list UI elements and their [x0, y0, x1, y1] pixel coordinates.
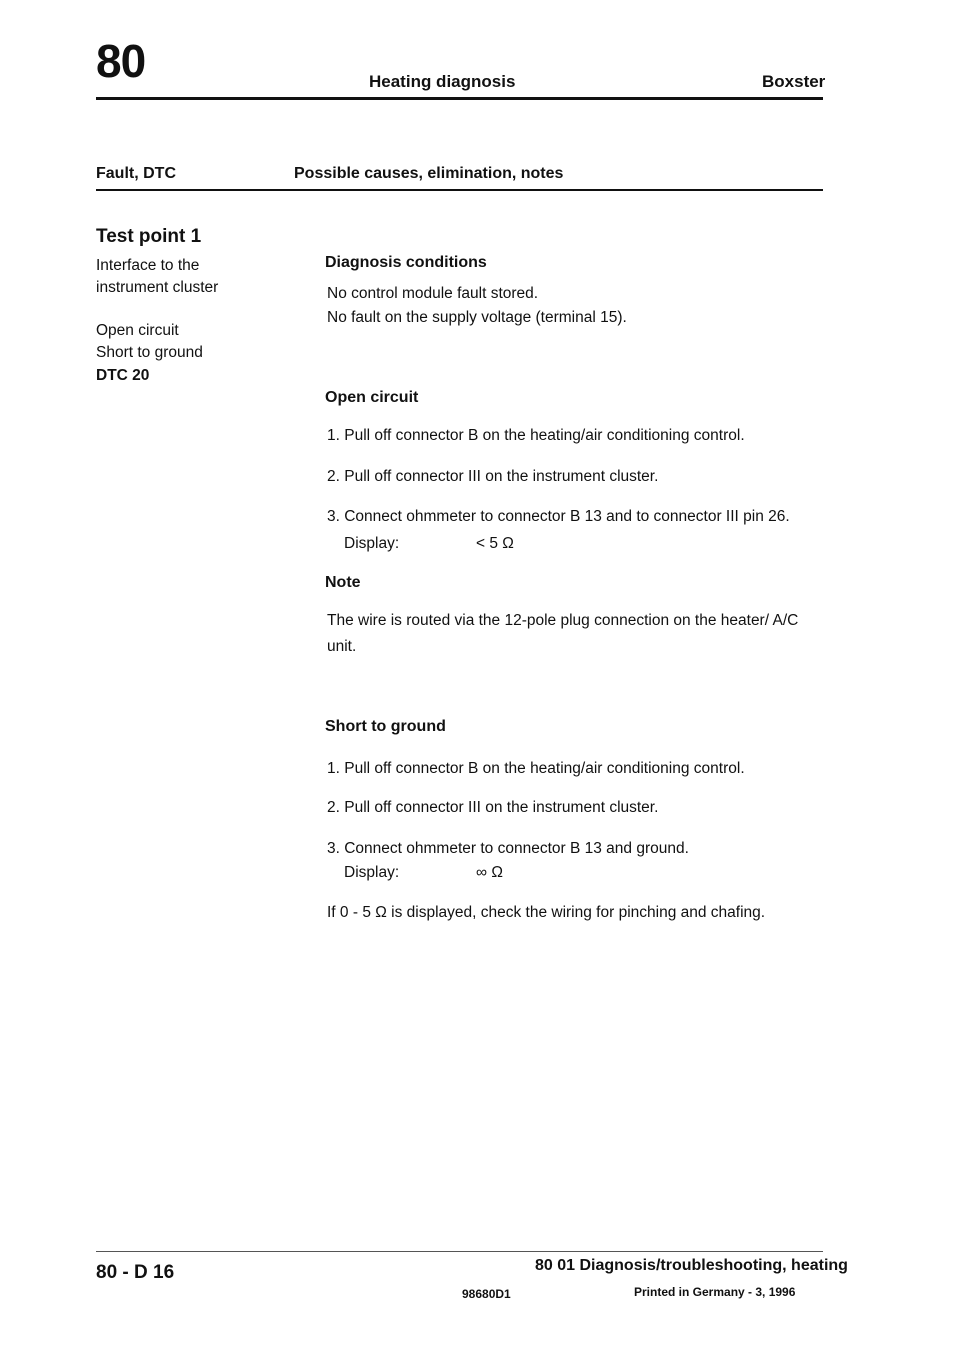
footer-section-title: 80 01 Diagnosis/troubleshooting, heating	[535, 1257, 848, 1274]
display-label: Display:	[344, 864, 400, 881]
open-circuit-step: 2. Pull off connector III on the instrument cluster.	[327, 468, 659, 485]
column-heading-fault: Fault, DTC	[96, 165, 176, 182]
short-to-ground-step: 1. Pull off connector B on the heating/air conditioning control.	[327, 760, 745, 777]
page-title: Heating diagnosis	[369, 72, 516, 91]
diagnosis-conditions-heading: Diagnosis conditions	[325, 254, 487, 271]
note-line: unit.	[327, 638, 357, 655]
fault-line: Open circuit	[96, 322, 179, 339]
footer-rule	[96, 1251, 823, 1252]
short-to-ground-step: 3. Connect ohmmeter to connector B 13 and ground.	[327, 840, 689, 857]
header-rule	[96, 97, 823, 100]
test-point-title: Test point 1	[96, 226, 202, 247]
note-heading: Note	[325, 574, 361, 591]
dtc-code: DTC 20	[96, 367, 150, 384]
fault-line: Short to ground	[96, 344, 203, 361]
display-value: ∞ Ω	[476, 864, 503, 881]
display-value: < 5 Ω	[476, 535, 514, 552]
column-rule	[96, 189, 823, 191]
fault-line: instrument cluster	[96, 279, 219, 296]
note-line: The wire is routed via the 12-pole plug connection on the heater/ A/C	[327, 612, 799, 629]
page-number: 80 - D 16	[96, 1262, 175, 1283]
condition-line: No fault on the supply voltage (terminal 15).	[327, 309, 627, 326]
short-to-ground-step: 2. Pull off connector III on the instrument cluster.	[327, 799, 659, 816]
group-number: 80	[96, 35, 146, 87]
condition-line: No control module fault stored.	[327, 285, 539, 302]
document-code: 98680D1	[462, 1287, 511, 1301]
open-circuit-step: 3. Connect ohmmeter to connector B 13 and to connector III pin 26.	[327, 508, 790, 525]
short-to-ground-heading: Short to ground	[325, 718, 446, 735]
model-name: Boxster	[762, 72, 826, 91]
column-heading-causes: Possible causes, elimination, notes	[294, 165, 564, 182]
fault-line: Interface to the	[96, 257, 200, 274]
open-circuit-heading: Open circuit	[325, 389, 419, 406]
check-instruction: If 0 - 5 Ω is displayed, check the wiring for pinching and chafing.	[327, 904, 766, 921]
open-circuit-step: 1. Pull off connector B on the heating/air conditioning control.	[327, 427, 745, 444]
display-label: Display:	[344, 535, 400, 552]
print-info: Printed in Germany - 3, 1996	[634, 1285, 796, 1299]
